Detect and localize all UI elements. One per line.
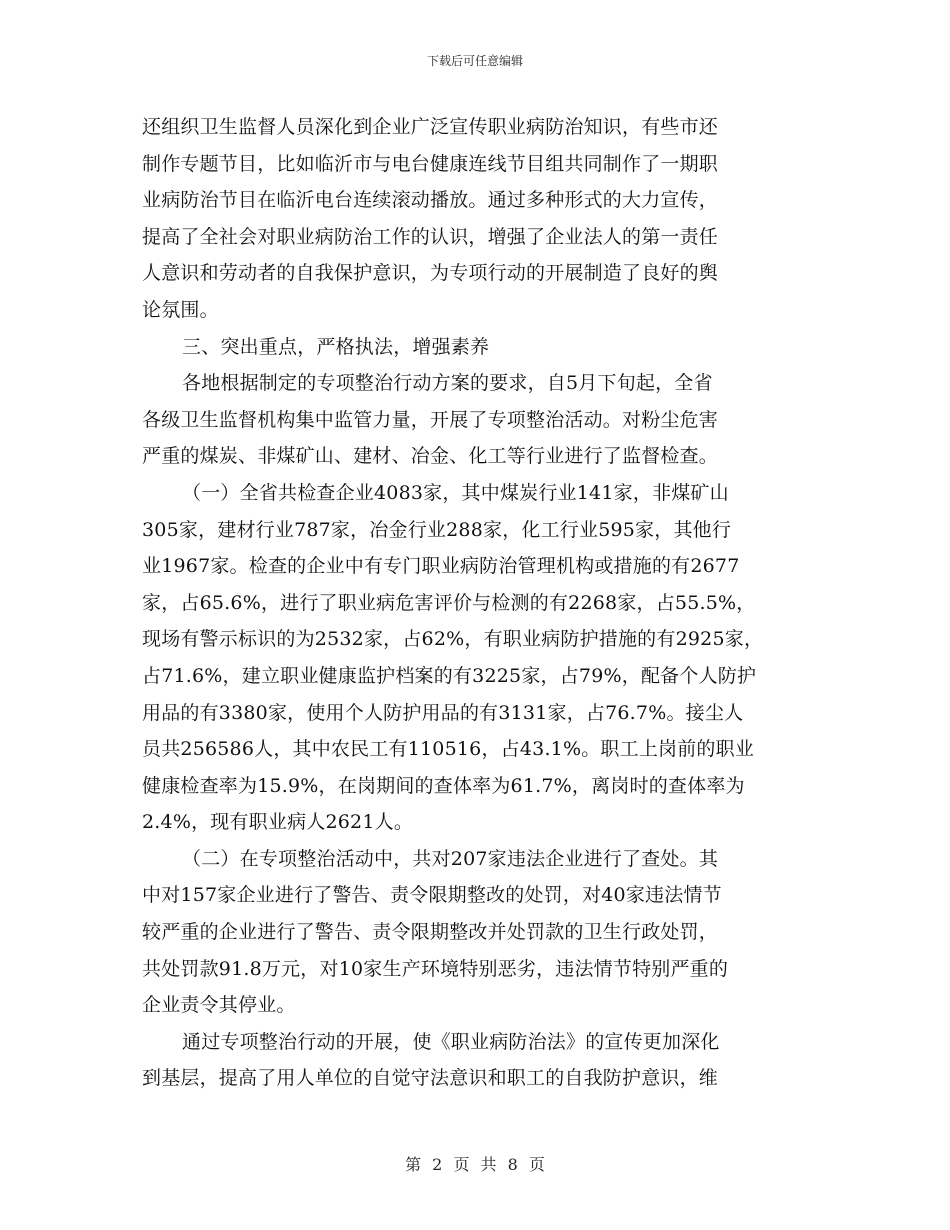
text-line: 还组织卫生监督人员深化到企业广泛宣传职业病防治知识，有些市还 — [142, 116, 719, 138]
text-line: 严重的煤炭、非煤矿山、建材、冶金、化工等行业进行了监督检查。 — [142, 445, 719, 468]
text-line: 305家，建材行业787家，冶金行业288家，化工行业595家，其他行 — [142, 518, 732, 541]
text-line: 共处罚款91.8万元，对10家生产环境特别恶劣，违法情节特别严重的 — [142, 957, 729, 980]
text-line: 用品的有3380家，使用个人防护用品的有3131家，占76.7%。接尘人 — [142, 701, 744, 724]
text-line: 业1967家。检查的企业中有专门职业病防治管理机构或措施的有2677 — [142, 555, 740, 578]
text-line: （一）全省共检查企业4083家，其中煤炭行业141家，非煤矿山 — [182, 481, 729, 504]
text-line: 业病防治节目在临沂电台连续滚动播放。通过多种形式的大力宣传， — [142, 189, 719, 212]
page-footer: 第 2 页 共 8 页 — [405, 1155, 545, 1174]
text-line: 论氛围。 — [142, 298, 219, 321]
text-line: 人意识和劳动者的自我保护意识，为专项行动的开展制造了良好的舆 — [142, 262, 719, 285]
page-header: 下载后可任意编辑 — [426, 54, 523, 68]
text-line: 现场有警示标识的为2532家，占62%，有职业病防护措施的有2925家， — [142, 628, 764, 651]
text-line: 提高了全社会对职业病防治工作的认识，增强了企业法人的第一责任 — [142, 225, 719, 248]
text-line: 健康检查率为15.9%，在岗期间的查体率为61.7%，离岗时的查体率为 — [142, 774, 745, 797]
text-line: 较严重的企业进行了警告、责令限期整改并处罚款的卫生行政处罚， — [142, 921, 719, 944]
text-line: 通过专项整治行动的开展，使《职业病防治法》的宣传更加深化 — [182, 1030, 720, 1053]
text-line: 2.4%，现有职业病人2621人。 — [142, 811, 414, 834]
text-line: 占71.6%，建立职业健康监护档案的有3225家，占79%，配备个人防护 — [142, 664, 757, 687]
text-line: 家，占65.6%，进行了职业病危害评价与检测的有2268家，占55.5%， — [142, 591, 756, 614]
body-text — [142, 109, 802, 1097]
text-line: 各级卫生监督机构集中监管力量，开展了专项整治活动。对粉尘危害 — [142, 408, 719, 431]
text-line: 制作专题节目，比如临沂市与电台健康连线节目组共同制作了一期职 — [142, 152, 719, 175]
text-line: 员共256586人，其中农民工有110516，占43.1%。职工上岗前的职业 — [142, 738, 755, 761]
text-line: 各地根据制定的专项整治行动方案的要求，自5月下旬起，全省 — [182, 372, 713, 395]
section-heading: 三、突出重点，严格执法，增强素养 — [182, 335, 490, 358]
text-line: 企业责令其停业。 — [142, 994, 296, 1017]
text-line: （二）在专项整治活动中，共对207家违法企业进行了查处。其 — [182, 847, 719, 870]
text-line: 中对157家企业进行了警告、责令限期整改的处罚，对40家违法情节 — [142, 884, 722, 907]
text-line: 到基层，提高了用人单位的自觉守法意识和职工的自我防护意识，维 — [142, 1067, 719, 1090]
